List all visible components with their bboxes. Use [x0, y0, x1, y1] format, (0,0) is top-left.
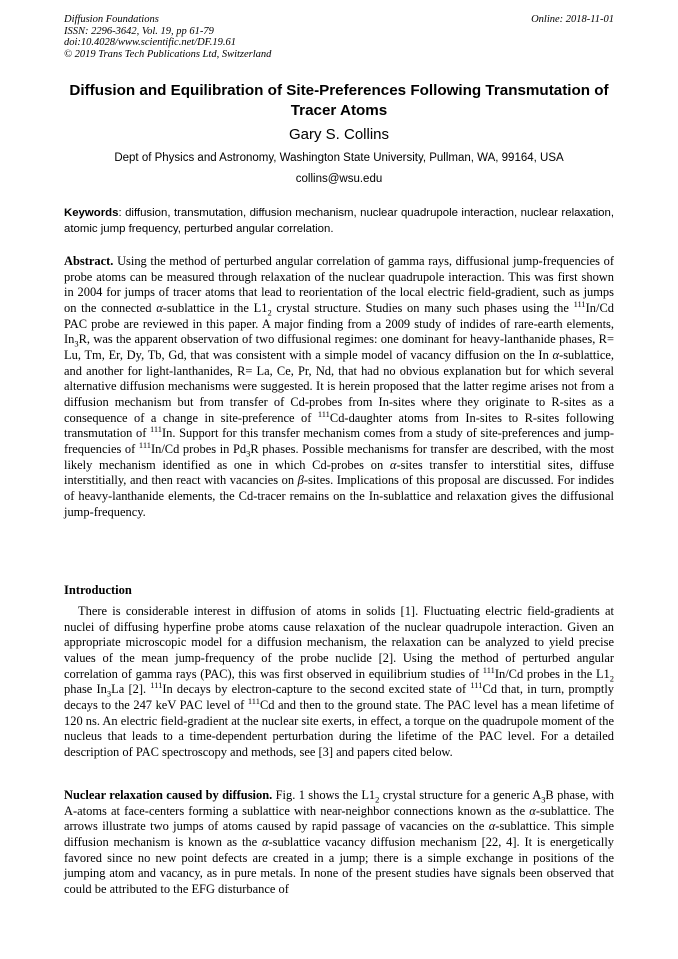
paper-title: Diffusion and Equilibration of Site-Preferences Following Transmutation of Tracer Atoms [69, 82, 609, 119]
journal-doi: doi:10.4028/www.scientific.net/DF.19.61 [64, 37, 236, 49]
introduction-paragraph-1: There is considerable interest in diffusion of atoms in solids [1]. Fluctuating electric field-gradients at nuclei of diffusing hyperfine probe atoms cause relaxation of the nuclear quadrupole interaction. Given an appropriate microscopic model for a diffusion mechanism, the relaxation can be analyzed to yield precise values of the mean jump-frequency of the probe nuclide [2]. Using the method of perturbed angular correlation of gamma rays (PAC), this was first observed in equilibrium studies of $^{111}$In/Cd probes in the $L1_2$ phase $In_3La$ [2]. $^{111}$In decays by electron-capture to the second excited state of $^{111}$Cd that, in turn, promptly decays to the 247 keV PAC level of $^{111}$Cd and then to the ground state. The PAC level has a mean lifetime of 120 ns. An electric field-gradient at the nuclear site exerts, in effect, a torque on the quadrupole moment of the nucleus that leads to a time-dependent perturbation during the lifetime of the PAC level. For a detailed description of PAC spectroscopy and methods, see [3] and papers cited below. [64, 604, 614, 759]
keywords-text: diffusion, transmutation, diffusion mechanism, nuclear quadrupole interaction, nuclear relaxation, atomic jump frequency, perturbed angular correlation. [64, 207, 614, 235]
introduction-paragraph-2: Nuclear relaxation caused by diffusion. Fig. 1 shows the $L1_2$ crystal structure for a generic $A_3B$ phase, with A-atoms at face-centers forming a sublattice with near-neighbor connections known as the α-sublattice. The arrows illustrate two jumps of atoms caused by rapid passage of vacancies on the α-sublattice. This simple diffusion mechanism is known as the α-sublattice vacancy diffusion mechanism [22, 4]. It is energetically favored since no new point defects are created in a jump; there is a simple exchange in positions of the jumping atom and vacancy, as in pure metals. In none of the present studies have signals been observed that could be attributed to the EFG disturbance of [64, 788, 614, 896]
journal-issn: ISSN: 2296-3642, Vol. 19, pp 61-79 [64, 25, 214, 37]
abstract-label: Abstract. [64, 254, 114, 268]
journal-header [64, 14, 271, 60]
section-heading-introduction: Introduction [64, 583, 132, 597]
online-date: Online: 2018-11-01 [531, 14, 614, 25]
journal-name: Diffusion Foundations [64, 14, 159, 25]
paragraph-run-in-heading: Nuclear relaxation caused by diffusion. [64, 788, 273, 802]
journal-copyright: © 2019 Trans Tech Publications Ltd, Switzerland [64, 48, 272, 60]
keywords: Keywords: diffusion, transmutation, diffusion mechanism, nuclear quadrupole interaction, nuclear relaxation, atomic jump frequency, perturbed angular correlation. [64, 207, 614, 235]
author-affiliation: Dept of Physics and Astronomy, Washington State University, Pullman, WA, 99164, USA [114, 152, 564, 164]
paper-author: Gary S. Collins [288, 126, 390, 143]
author-email: collins@wsu.edu [295, 173, 383, 185]
abstract: Abstract. Using the method of perturbed angular correlation of gamma rays, diffusional jump-frequencies of probe atoms can be measured through relaxation of the nuclear quadrupole interaction. This was first shown in 2004 for jumps of tracer atoms that lead to reorientation of the local electric field-gradient, such as jumps on the connected α-sublattice in the $L1_2$ crystal structure. Studies on many such phases using the $^{111}$In/Cd PAC probe are reviewed in this paper. A major finding from a 2009 study of indides of rare-earth elements, $In_3R$, was the apparent observation of two diffusional regimes: one dominant for heavy-lanthanide phases, R= Lu, Tm, Er, Dy, Tb, Gd, that was consistent with a simple model of vacancy diffusion on the In α-sublattice, and another for light-lanthanides, R= La, Ce, Pr, Nd, that had no obvious explanation but for which several alternative diffusion mechanisms were suggested. It is herein proposed that the latter regime arises not from a diffusion mechanism but from transfer of Cd-probes from In-sites where they originate to R-sites as a consequence of a change in site-preference of $^{111}$Cd-daughter atoms from In-sites to R-sites following transmutation of $^{111}$In. Support for this transfer mechanism comes from a study of site-preferences and jump-frequencies of $^{111}$In/Cd probes in $Pd_3R$ phases. Possible mechanisms for transfer are described, with the most likely mechanism identified as one in which Cd-probes on α-sites transfer to interstitial sites, diffuse interstitially, and then react with vacancies on β-sites. Implications of this proposal are discussed. For indides of heavy-lanthanide elements, the Cd-tracer remains on the In-sublattice and relaxation gives the diffusional jump-frequency. [64, 254, 615, 519]
keywords-label: Keywords [64, 207, 119, 219]
